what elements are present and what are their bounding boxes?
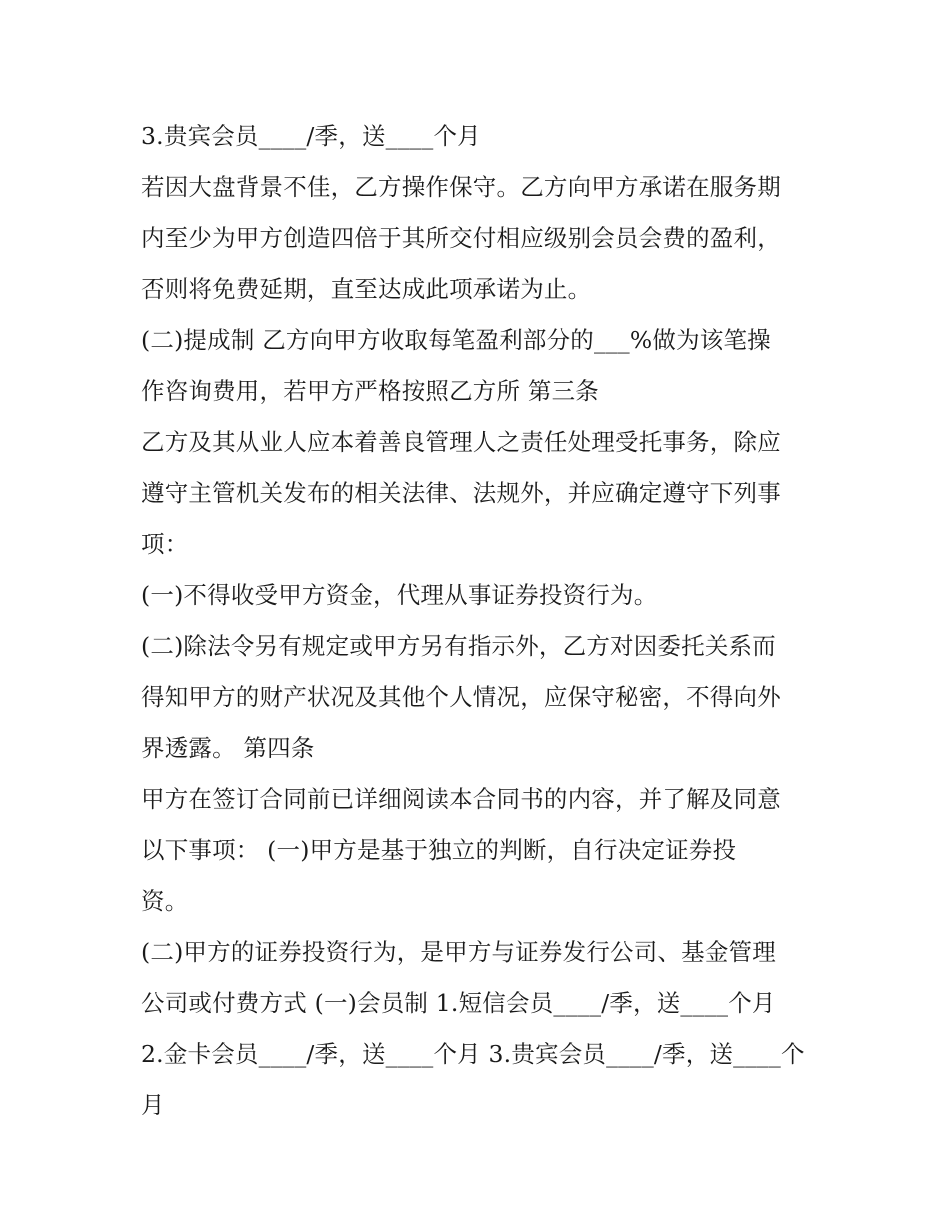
text-line: 遵守主管机关发布的相关法律、法规外，并应确定遵守下列事 — [141, 479, 781, 507]
text-line: 2.金卡会员____/季，送____个月 3.贵宾会员____/季，送____个 — [141, 1040, 805, 1068]
text-line: 3.贵宾会员____/季，送____个月 — [141, 122, 481, 150]
text-line: (二)除法令另有规定或甲方另有指示外，乙方对因委托关系而 — [141, 632, 776, 660]
text-line: 若因大盘背景不佳，乙方操作保守。乙方向甲方承诺在服务期 — [141, 173, 781, 201]
text-line: 界透露。 第四条 — [141, 734, 315, 762]
text-line: 得知甲方的财产状况及其他个人情况，应保守秘密，不得向外 — [141, 683, 781, 711]
text-line: 甲方在签订合同前已详细阅读本合同书的内容，并了解及同意 — [141, 785, 781, 813]
text-line: 资。 — [141, 887, 189, 915]
text-line: 内至少为甲方创造四倍于其所交付相应级别会员会费的盈利， — [141, 224, 781, 252]
text-line: 否则将免费延期，直至达成此项承诺为止。 — [141, 275, 592, 303]
document-body — [141, 111, 821, 1131]
text-line: 乙方及其从业人应本着善良管理人之责任处理受托事务，除应 — [141, 428, 781, 456]
text-line: (二)甲方的证券投资行为，是甲方与证券发行公司、基金管理 — [141, 938, 776, 966]
text-line: 项： — [141, 530, 189, 558]
text-line: 作咨询费用，若甲方严格按照乙方所 第三条 — [141, 377, 599, 405]
text-line: (二)提成制 乙方向甲方收取每笔盈利部分的___%做为该笔操 — [141, 326, 771, 354]
text-line: 月 — [141, 1091, 165, 1119]
text-line: 公司或付费方式 (一)会员制 1.短信会员____/季，送____个月 — [141, 989, 776, 1017]
text-line: (一)不得收受甲方资金，代理从事证券投资行为。 — [141, 581, 658, 609]
text-line: 以下事项： (一)甲方是基于独立的判断，自行决定证券投 — [141, 836, 737, 864]
